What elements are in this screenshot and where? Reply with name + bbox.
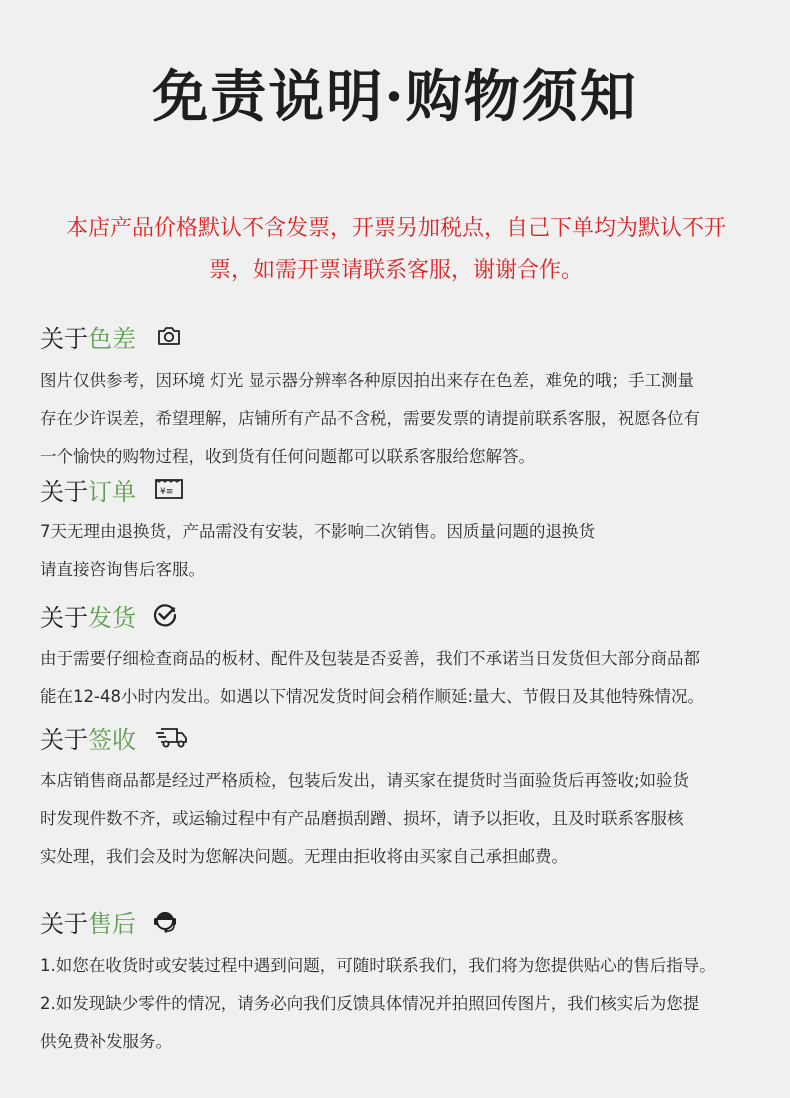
body-line: 请直接咨询售后客服。 (40, 560, 205, 579)
body-line: 供免费补发服务。 (40, 1032, 172, 1051)
camera-icon (154, 321, 184, 351)
body-line: 1.如您在收货时或安装过程中遇到问题，可随时联系我们，我们将为您提供贴心的售后指导。 (40, 956, 716, 975)
body-line: 一个愉快的购物过程，收到货有任何问题都可以联系客服给您解答。 (40, 447, 535, 466)
body-line: 能在12-48小时内发出。如遇以下情况发货时间会稍作顺延:量大、节假日及其他特殊情况。 (40, 687, 705, 706)
section-body-color-difference (40, 362, 752, 476)
page-title: 免责说明·购物须知 (152, 64, 638, 130)
notice-line: 本店产品价格默认不含发票，开票另加税点，自己下单均为默认不开 (65, 216, 726, 241)
notice-line: 票，如需开票请联系客服，谢谢合作。 (208, 258, 583, 283)
heading-accent: 售后 (88, 909, 136, 938)
section-body-order (40, 513, 752, 589)
body-line: 7天无理由退换货，产品需没有安装，不影响二次销售。因质量问题的退换货 (40, 522, 595, 541)
body-line: 实处理，我们会及时为您解决问题。无理由拒收将由买家自己承担邮费。 (40, 847, 568, 866)
heading-prefix: 关于 (40, 477, 88, 506)
body-line: 2.如发现缺少零件的情况，请务必向我们反馈具体情况并拍照回传图片，我们核实后为您提 (40, 994, 700, 1013)
section-heading-sign-for (40, 720, 190, 754)
heading-accent: 发货 (88, 603, 136, 632)
heading-prefix: 关于 (40, 324, 88, 353)
section-heading-order (40, 472, 184, 506)
heading-prefix: 关于 (40, 725, 88, 754)
heading-prefix: 关于 (40, 603, 88, 632)
check-circle-icon (150, 600, 180, 630)
invoice-notice (40, 208, 752, 292)
body-line: 时发现件数不齐，或运输过程中有产品磨损刮蹭、损坏，请予以拒收，且及时联系客服核 (40, 809, 684, 828)
body-line: 由于需要仔细检查商品的板材、配件及包装是否妥善，我们不承诺当日发货但大部分商品都 (40, 649, 700, 668)
heading-accent: 订单 (88, 477, 136, 506)
section-heading-color-difference (40, 319, 184, 353)
heading-accent: 签收 (88, 725, 136, 754)
body-line: 存在少许误差，希望理解，店铺所有产品不含税，需要发票的请提前联系客服，祝愿各位有 (40, 409, 700, 428)
heading-prefix: 关于 (40, 909, 88, 938)
section-body-shipping (40, 640, 752, 716)
section-body-after-sales (40, 947, 752, 1061)
section-body-sign-for (40, 762, 752, 876)
body-line: 本店销售商品都是经过严格质检，包装后发出，请买家在提货时当面验货后再签收;如验货 (40, 771, 690, 790)
delivery-truck-icon (154, 722, 190, 752)
section-heading-shipping (40, 598, 180, 632)
heading-accent: 色差 (88, 324, 136, 353)
body-line: 图片仅供参考，因环境 灯光 显示器分辨率各种原因拍出来存在色差，难免的哦；手工测量 (40, 371, 694, 390)
receipt-icon (154, 474, 184, 504)
headset-icon (150, 906, 180, 936)
svg-text:¥≡: ¥≡ (160, 487, 174, 497)
section-heading-after-sales (40, 904, 180, 938)
